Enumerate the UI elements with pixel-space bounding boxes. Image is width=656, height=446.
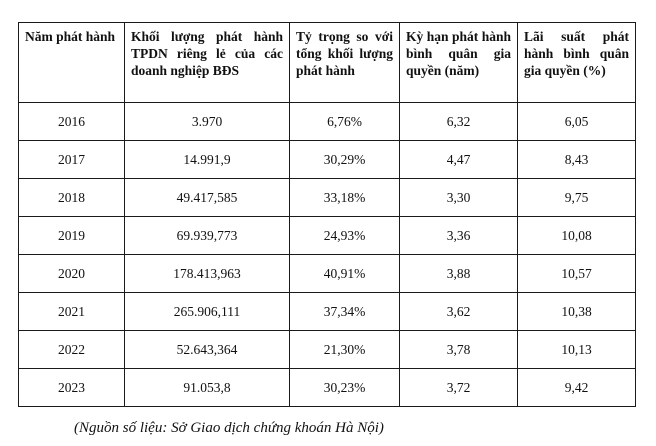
table-row (19, 255, 636, 293)
cell-issuance-volume: 52.643,364 (125, 331, 290, 369)
cell-avg-term: 3,30 (400, 179, 518, 217)
cell-avg-term: 6,32 (400, 103, 518, 141)
cell-avg-rate: 8,43 (518, 141, 636, 179)
header-weighted-avg-term: Kỳ hạn phát hành bình quân gia quyền (năm) (400, 23, 518, 103)
cell-issuance-volume: 49.417,585 (125, 179, 290, 217)
header-issuance-volume: Khối lượng phát hành TPDN riêng lẻ của các doanh nghiệp BĐS (125, 23, 290, 103)
cell-share-of-total: 33,18% (290, 179, 400, 217)
cell-year: 2021 (19, 293, 125, 331)
table-row (19, 369, 636, 407)
cell-year: 2019 (19, 217, 125, 255)
cell-avg-rate: 10,57 (518, 255, 636, 293)
cell-year: 2017 (19, 141, 125, 179)
cell-year: 2016 (19, 103, 125, 141)
cell-year: 2022 (19, 331, 125, 369)
cell-avg-rate: 10,38 (518, 293, 636, 331)
cell-avg-rate: 9,42 (518, 369, 636, 407)
cell-avg-term: 4,47 (400, 141, 518, 179)
cell-issuance-volume: 14.991,9 (125, 141, 290, 179)
header-share-of-total: Tỷ trọng so với tổng khối lượng phát hành (290, 23, 400, 103)
cell-issuance-volume: 178.413,963 (125, 255, 290, 293)
table-header-row (19, 23, 636, 103)
bond-issuance-table (18, 22, 636, 407)
cell-share-of-total: 37,34% (290, 293, 400, 331)
cell-share-of-total: 40,91% (290, 255, 400, 293)
cell-issuance-volume: 69.939,773 (125, 217, 290, 255)
table-row (19, 293, 636, 331)
cell-avg-rate: 9,75 (518, 179, 636, 217)
cell-share-of-total: 30,29% (290, 141, 400, 179)
table-row (19, 331, 636, 369)
cell-share-of-total: 6,76% (290, 103, 400, 141)
table-row (19, 141, 636, 179)
source-note: (Nguồn số liệu: Sở Giao dịch chứng khoán Hà Nội) (74, 420, 384, 436)
cell-avg-rate: 6,05 (518, 103, 636, 141)
cell-year: 2020 (19, 255, 125, 293)
cell-avg-rate: 10,13 (518, 331, 636, 369)
cell-avg-term: 3,36 (400, 217, 518, 255)
header-weighted-avg-rate: Lãi suất phát hành bình quân gia quyền (%) (518, 23, 636, 103)
cell-share-of-total: 24,93% (290, 217, 400, 255)
cell-avg-term: 3,72 (400, 369, 518, 407)
cell-issuance-volume: 3.970 (125, 103, 290, 141)
cell-avg-term: 3,78 (400, 331, 518, 369)
cell-avg-rate: 10,08 (518, 217, 636, 255)
table-row (19, 217, 636, 255)
cell-year: 2023 (19, 369, 125, 407)
cell-share-of-total: 30,23% (290, 369, 400, 407)
cell-share-of-total: 21,30% (290, 331, 400, 369)
cell-avg-term: 3,62 (400, 293, 518, 331)
header-year: Năm phát hành (19, 23, 125, 103)
cell-year: 2018 (19, 179, 125, 217)
cell-issuance-volume: 91.053,8 (125, 369, 290, 407)
table-row (19, 179, 636, 217)
table-row (19, 103, 636, 141)
cell-avg-term: 3,88 (400, 255, 518, 293)
cell-issuance-volume: 265.906,111 (125, 293, 290, 331)
